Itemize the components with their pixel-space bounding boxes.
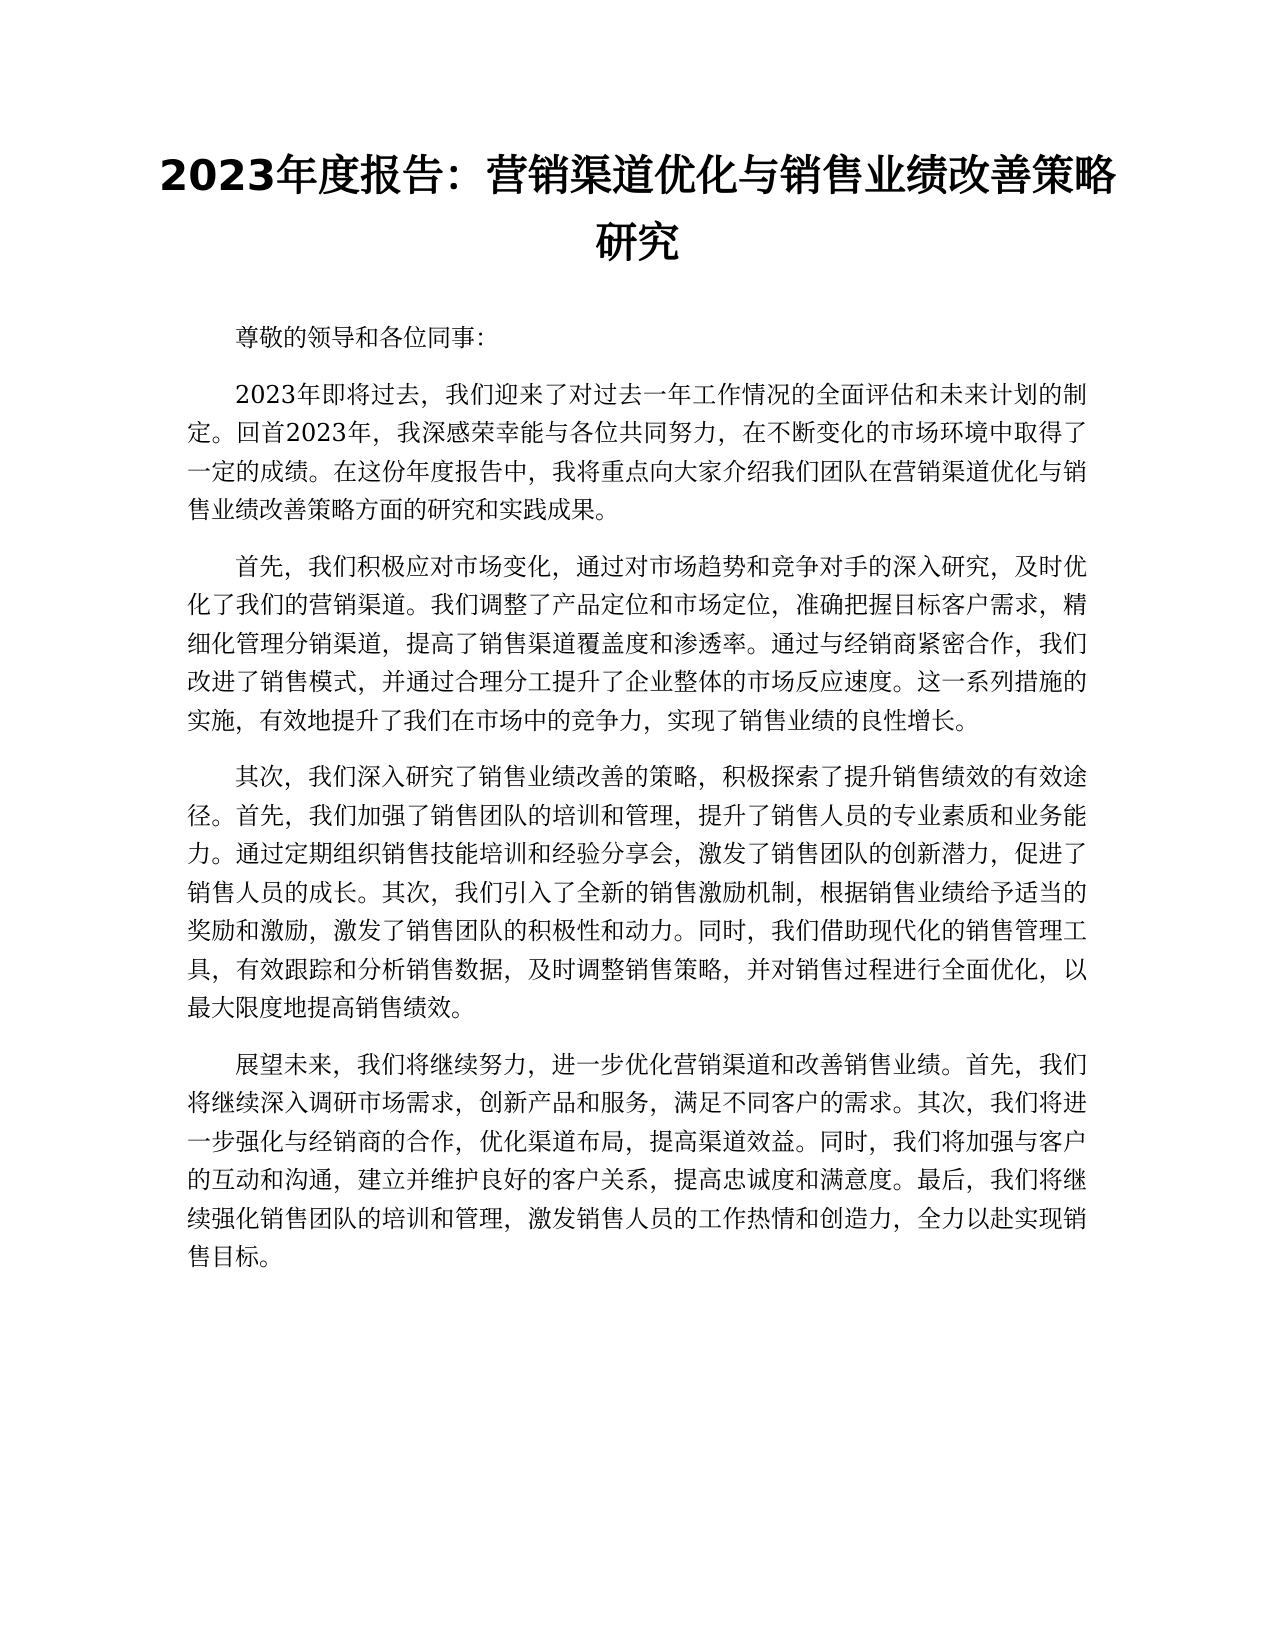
- paragraph-channel-optimization: 首先，我们积极应对市场变化，通过对市场趋势和竞争对手的深入研究，及时优化了我们的营销渠道。我们调整了产品定位和市场定位，准确把握目标客户需求，精细化管理分销渠道，提高了销售渠道覆盖度和渗透率。通过与经销商紧密合作，我们改进了销售模式，并通过合理分工提升了企业整体的市场反应速度。这一系列措施的实施，有效地提升了我们在市场中的竞争力，实现了销售业绩的良性增长。: [187, 552, 1087, 735]
- paragraph-outlook: 展望未来，我们将继续努力，进一步优化营销渠道和改善销售业绩。首先，我们将继续深入调研市场需求，创新产品和服务，满足不同客户的需求。其次，我们将进一步强化与经销商的合作，优化渠道布局，提高渠道效益。同时，我们将加强与客户的互动和沟通，建立并维护良好的客户关系，提高忠诚度和满意度。最后，我们将继续强化销售团队的培训和管理，激发销售人员的工作热情和创造力，全力以赴实现销售目标。: [187, 1050, 1087, 1271]
- paragraph-sales-strategy: 其次，我们深入研究了销售业绩改善的策略，积极探索了提升销售绩效的有效途径。首先，我们加强了销售团队的培训和管理，提升了销售人员的专业素质和业务能力。通过定期组织销售技能培训和经验分享会，激发了销售团队的创新潜力，促进了销售人员的成长。其次，我们引入了全新的销售激励机制，根据销售业绩给予适当的奖励和激励，激发了销售团队的积极性和动力。同时，我们借助现代化的销售管理工具，有效跟踪和分析销售数据，及时调整销售策略，并对销售过程进行全面优化，以最大限度地提高销售绩效。: [187, 763, 1087, 1022]
- salutation: 尊敬的领导和各位同事：: [235, 324, 499, 352]
- document-body: [187, 319, 1087, 1295]
- document-title: 2023年度报告：营销渠道优化与销售业绩改善策略研究: [159, 151, 1116, 267]
- paragraph-intro: 2023年即将过去，我们迎来了对过去一年工作情况的全面评估和未来计划的制定。回首2023年，我深感荣幸能与各位共同努力，在不断变化的市场环境中取得了一定的成绩。在这份年度报告中，我将重点向大家介绍我们团队在营销渠道优化与销售业绩改善策略方面的研究和实践成果。: [187, 380, 1087, 524]
